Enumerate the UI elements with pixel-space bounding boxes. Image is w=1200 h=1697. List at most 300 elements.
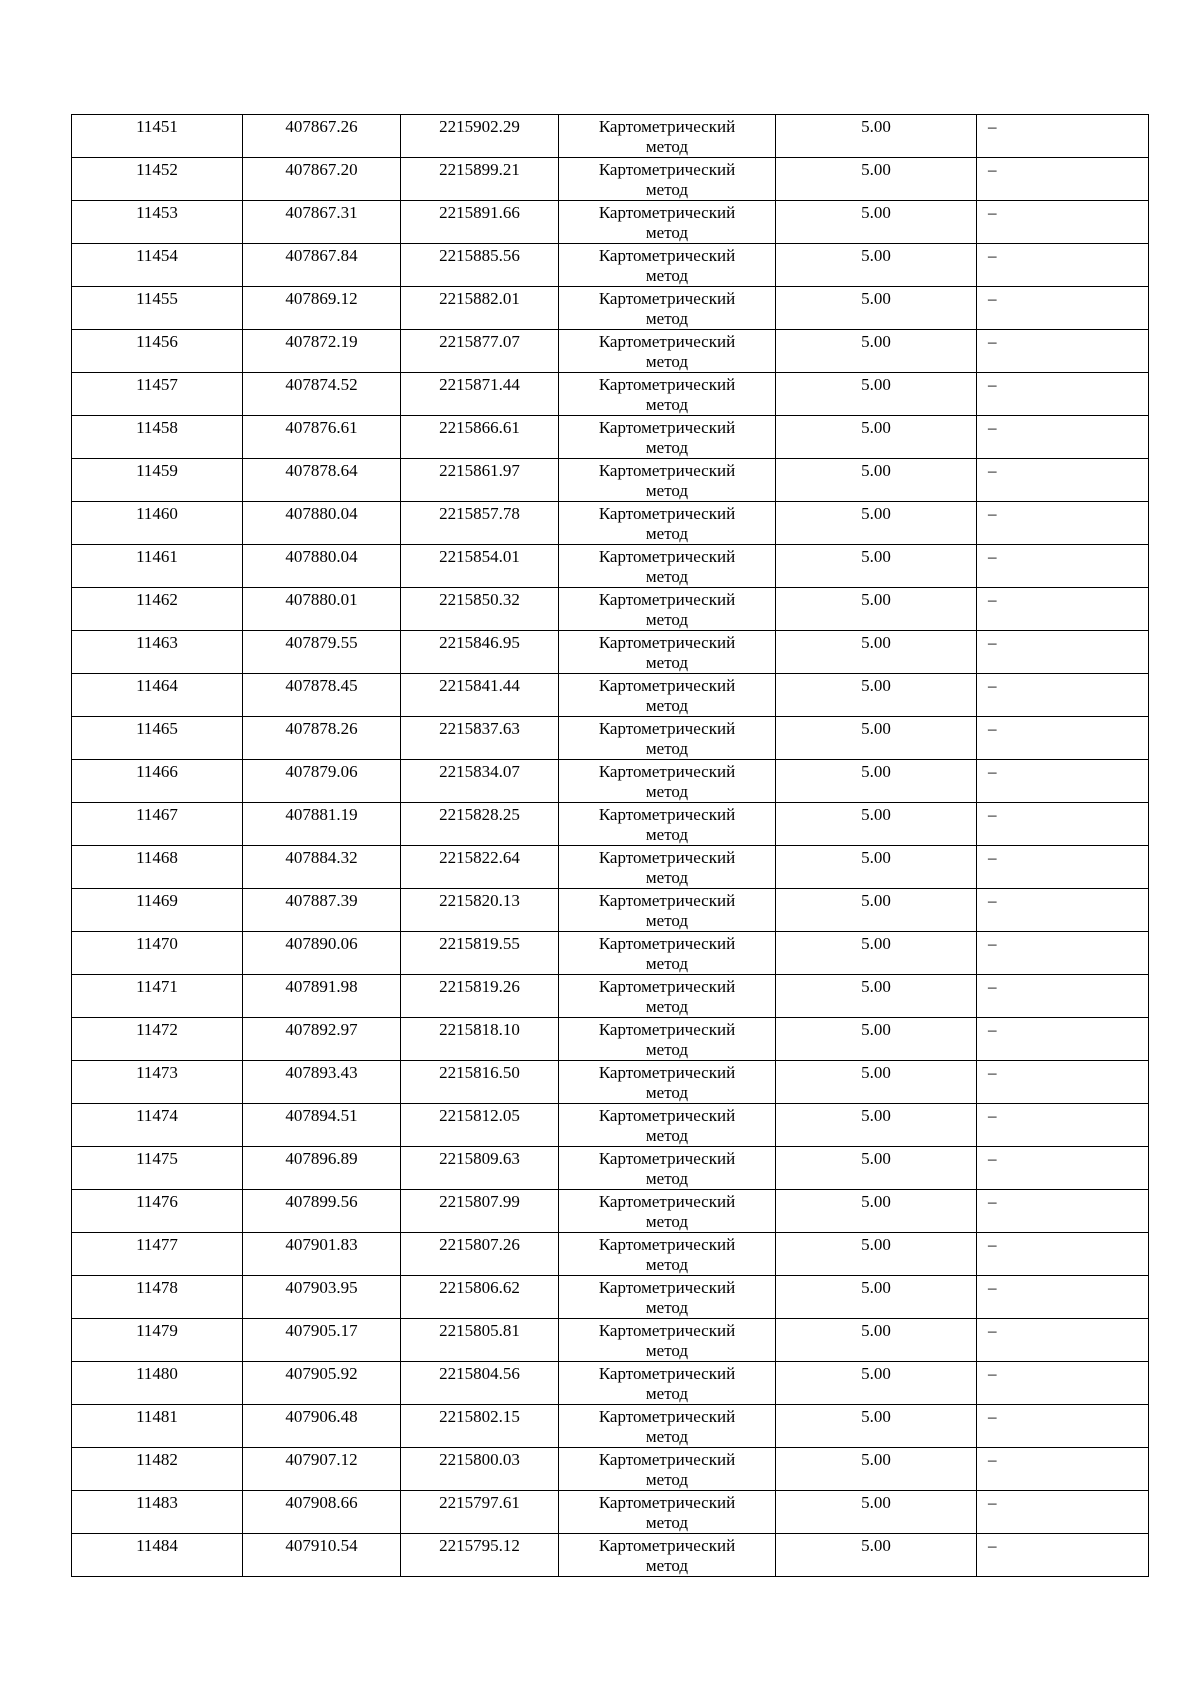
accuracy-cell: 5.00: [776, 760, 977, 803]
point-number-cell: 11471: [72, 975, 243, 1018]
table-row: [72, 1147, 1149, 1190]
method-cell: [559, 932, 776, 975]
x-coordinate-cell: 407905.92: [243, 1362, 401, 1405]
x-coordinate-cell: 407878.64: [243, 459, 401, 502]
accuracy-cell: 5.00: [776, 201, 977, 244]
point-number-cell: 11474: [72, 1104, 243, 1147]
point-number-cell: 11481: [72, 1405, 243, 1448]
point-number-cell: 11462: [72, 588, 243, 631]
x-coordinate-cell: 407879.55: [243, 631, 401, 674]
table-row: [72, 244, 1149, 287]
accuracy-cell: 5.00: [776, 115, 977, 158]
table-row: [72, 373, 1149, 416]
method-text-line-1: Картометрический: [598, 1321, 736, 1340]
point-number-cell: 11475: [72, 1147, 243, 1190]
point-number-cell: 11460: [72, 502, 243, 545]
table-row: [72, 416, 1149, 459]
method-text-line-2: метод: [645, 868, 689, 887]
x-coordinate-cell: 407906.48: [243, 1405, 401, 1448]
method-cell: [559, 459, 776, 502]
method-text-line-2: метод: [645, 1255, 689, 1274]
x-coordinate-cell: 407905.17: [243, 1319, 401, 1362]
method-cell: [559, 717, 776, 760]
x-coordinate-cell: 407896.89: [243, 1147, 401, 1190]
method-cell: [559, 1491, 776, 1534]
method-cell: [559, 1104, 776, 1147]
y-coordinate-cell: 2215802.15: [401, 1405, 559, 1448]
accuracy-cell: 5.00: [776, 1319, 977, 1362]
table-row: [72, 846, 1149, 889]
y-coordinate-cell: 2215807.26: [401, 1233, 559, 1276]
table-row: [72, 502, 1149, 545]
point-number-cell: 11456: [72, 330, 243, 373]
y-coordinate-cell: 2215861.97: [401, 459, 559, 502]
accuracy-cell: 5.00: [776, 1018, 977, 1061]
accuracy-cell: 5.00: [776, 1362, 977, 1405]
method-text-line-1: Картометрический: [598, 590, 736, 609]
method-text-line-1: Картометрический: [598, 1493, 736, 1512]
method-cell: [559, 674, 776, 717]
accuracy-cell: 5.00: [776, 803, 977, 846]
point-number-cell: 11468: [72, 846, 243, 889]
accuracy-cell: 5.00: [776, 1061, 977, 1104]
point-number-cell: 11476: [72, 1190, 243, 1233]
note-cell: –: [977, 975, 1149, 1018]
note-cell: –: [977, 1534, 1149, 1577]
accuracy-cell: 5.00: [776, 889, 977, 932]
coordinates-table-body: [72, 115, 1149, 1577]
table-row: [72, 1534, 1149, 1577]
x-coordinate-cell: 407872.19: [243, 330, 401, 373]
method-text-line-1: Картометрический: [598, 332, 736, 351]
accuracy-cell: 5.00: [776, 1104, 977, 1147]
method-cell: [559, 803, 776, 846]
note-cell: –: [977, 932, 1149, 975]
method-cell: [559, 760, 776, 803]
x-coordinate-cell: 407880.01: [243, 588, 401, 631]
accuracy-cell: 5.00: [776, 1147, 977, 1190]
y-coordinate-cell: 2215809.63: [401, 1147, 559, 1190]
y-coordinate-cell: 2215834.07: [401, 760, 559, 803]
table-row: [72, 1233, 1149, 1276]
point-number-cell: 11466: [72, 760, 243, 803]
y-coordinate-cell: 2215885.56: [401, 244, 559, 287]
method-text-line-2: метод: [645, 1040, 689, 1059]
method-text-line-2: метод: [645, 825, 689, 844]
point-number-cell: 11459: [72, 459, 243, 502]
accuracy-cell: 5.00: [776, 674, 977, 717]
y-coordinate-cell: 2215819.26: [401, 975, 559, 1018]
table-row: [72, 158, 1149, 201]
accuracy-cell: 5.00: [776, 932, 977, 975]
point-number-cell: 11479: [72, 1319, 243, 1362]
accuracy-cell: 5.00: [776, 1190, 977, 1233]
point-number-cell: 11455: [72, 287, 243, 330]
point-number-cell: 11457: [72, 373, 243, 416]
method-cell: [559, 1319, 776, 1362]
coordinates-table: [71, 114, 1149, 1577]
method-cell: [559, 1448, 776, 1491]
x-coordinate-cell: 407879.06: [243, 760, 401, 803]
note-cell: –: [977, 459, 1149, 502]
table-row: [72, 889, 1149, 932]
method-cell: [559, 373, 776, 416]
method-text-line-1: Картометрический: [598, 633, 736, 652]
note-cell: –: [977, 373, 1149, 416]
table-row: [72, 201, 1149, 244]
table-row: [72, 1491, 1149, 1534]
table-row: [72, 674, 1149, 717]
point-number-cell: 11482: [72, 1448, 243, 1491]
accuracy-cell: 5.00: [776, 158, 977, 201]
method-text-line-2: метод: [645, 653, 689, 672]
method-cell: [559, 1534, 776, 1577]
method-text-line-1: Картометрический: [598, 203, 736, 222]
note-cell: –: [977, 1018, 1149, 1061]
x-coordinate-cell: 407869.12: [243, 287, 401, 330]
x-coordinate-cell: 407899.56: [243, 1190, 401, 1233]
point-number-cell: 11483: [72, 1491, 243, 1534]
table-row: [72, 1319, 1149, 1362]
point-number-cell: 11461: [72, 545, 243, 588]
table-row: [72, 545, 1149, 588]
note-cell: –: [977, 115, 1149, 158]
method-text-line-2: метод: [645, 1169, 689, 1188]
x-coordinate-cell: 407908.66: [243, 1491, 401, 1534]
x-coordinate-cell: 407878.45: [243, 674, 401, 717]
point-number-cell: 11469: [72, 889, 243, 932]
method-cell: [559, 244, 776, 287]
x-coordinate-cell: 407881.19: [243, 803, 401, 846]
method-cell: [559, 1190, 776, 1233]
x-coordinate-cell: 407880.04: [243, 502, 401, 545]
x-coordinate-cell: 407884.32: [243, 846, 401, 889]
y-coordinate-cell: 2215854.01: [401, 545, 559, 588]
note-cell: –: [977, 803, 1149, 846]
note-cell: –: [977, 631, 1149, 674]
note-cell: –: [977, 1448, 1149, 1491]
accuracy-cell: 5.00: [776, 1276, 977, 1319]
x-coordinate-cell: 407880.04: [243, 545, 401, 588]
note-cell: –: [977, 330, 1149, 373]
y-coordinate-cell: 2215818.10: [401, 1018, 559, 1061]
method-cell: [559, 416, 776, 459]
note-cell: –: [977, 1362, 1149, 1405]
y-coordinate-cell: 2215819.55: [401, 932, 559, 975]
point-number-cell: 11463: [72, 631, 243, 674]
method-text-line-2: метод: [645, 438, 689, 457]
method-cell: [559, 588, 776, 631]
point-number-cell: 11480: [72, 1362, 243, 1405]
note-cell: –: [977, 674, 1149, 717]
note-cell: –: [977, 1147, 1149, 1190]
point-number-cell: 11464: [72, 674, 243, 717]
point-number-cell: 11472: [72, 1018, 243, 1061]
point-number-cell: 11454: [72, 244, 243, 287]
note-cell: –: [977, 1104, 1149, 1147]
y-coordinate-cell: 2215795.12: [401, 1534, 559, 1577]
note-cell: –: [977, 889, 1149, 932]
note-cell: –: [977, 760, 1149, 803]
method-cell: [559, 1061, 776, 1104]
note-cell: –: [977, 1190, 1149, 1233]
method-text-line-1: Картометрический: [598, 461, 736, 480]
accuracy-cell: 5.00: [776, 502, 977, 545]
note-cell: –: [977, 201, 1149, 244]
x-coordinate-cell: 407891.98: [243, 975, 401, 1018]
method-text-line-1: Картометрический: [598, 1149, 736, 1168]
method-text-line-2: метод: [645, 352, 689, 371]
note-cell: –: [977, 1061, 1149, 1104]
x-coordinate-cell: 407878.26: [243, 717, 401, 760]
method-text-line-2: метод: [645, 997, 689, 1016]
y-coordinate-cell: 2215877.07: [401, 330, 559, 373]
y-coordinate-cell: 2215899.21: [401, 158, 559, 201]
point-number-cell: 11465: [72, 717, 243, 760]
y-coordinate-cell: 2215902.29: [401, 115, 559, 158]
method-text-line-1: Картометрический: [598, 762, 736, 781]
x-coordinate-cell: 407892.97: [243, 1018, 401, 1061]
y-coordinate-cell: 2215806.62: [401, 1276, 559, 1319]
y-coordinate-cell: 2215871.44: [401, 373, 559, 416]
x-coordinate-cell: 407890.06: [243, 932, 401, 975]
method-text-line-1: Картометрический: [598, 246, 736, 265]
method-cell: [559, 330, 776, 373]
y-coordinate-cell: 2215882.01: [401, 287, 559, 330]
method-text-line-1: Картометрический: [598, 1235, 736, 1254]
table-row: [72, 1448, 1149, 1491]
x-coordinate-cell: 407876.61: [243, 416, 401, 459]
accuracy-cell: 5.00: [776, 459, 977, 502]
method-text-line-2: метод: [645, 137, 689, 156]
method-text-line-2: метод: [645, 911, 689, 930]
method-cell: [559, 1405, 776, 1448]
method-cell: [559, 502, 776, 545]
method-text-line-2: метод: [645, 1126, 689, 1145]
method-cell: [559, 1147, 776, 1190]
x-coordinate-cell: 407874.52: [243, 373, 401, 416]
method-text-line-2: метод: [645, 1298, 689, 1317]
accuracy-cell: 5.00: [776, 330, 977, 373]
method-cell: [559, 287, 776, 330]
note-cell: –: [977, 244, 1149, 287]
table-row: [72, 115, 1149, 158]
y-coordinate-cell: 2215846.95: [401, 631, 559, 674]
note-cell: –: [977, 1233, 1149, 1276]
y-coordinate-cell: 2215891.66: [401, 201, 559, 244]
table-row: [72, 588, 1149, 631]
method-cell: [559, 158, 776, 201]
method-text-line-2: метод: [645, 481, 689, 500]
point-number-cell: 11453: [72, 201, 243, 244]
note-cell: –: [977, 588, 1149, 631]
method-text-line-2: метод: [645, 696, 689, 715]
note-cell: –: [977, 717, 1149, 760]
method-text-line-1: Картометрический: [598, 1020, 736, 1039]
method-cell: [559, 975, 776, 1018]
x-coordinate-cell: 407910.54: [243, 1534, 401, 1577]
note-cell: –: [977, 287, 1149, 330]
y-coordinate-cell: 2215800.03: [401, 1448, 559, 1491]
table-row: [72, 1405, 1149, 1448]
method-text-line-2: метод: [645, 739, 689, 758]
method-text-line-2: метод: [645, 266, 689, 285]
method-text-line-2: метод: [645, 1212, 689, 1231]
method-cell: [559, 846, 776, 889]
method-text-line-1: Картометрический: [598, 934, 736, 953]
point-number-cell: 11477: [72, 1233, 243, 1276]
accuracy-cell: 5.00: [776, 588, 977, 631]
method-text-line-2: метод: [645, 1384, 689, 1403]
point-number-cell: 11467: [72, 803, 243, 846]
y-coordinate-cell: 2215857.78: [401, 502, 559, 545]
table-row: [72, 760, 1149, 803]
method-cell: [559, 545, 776, 588]
method-text-line-1: Картометрический: [598, 418, 736, 437]
note-cell: –: [977, 502, 1149, 545]
x-coordinate-cell: 407867.31: [243, 201, 401, 244]
table-row: [72, 330, 1149, 373]
point-number-cell: 11458: [72, 416, 243, 459]
x-coordinate-cell: 407887.39: [243, 889, 401, 932]
method-text-line-2: метод: [645, 1083, 689, 1102]
point-number-cell: 11478: [72, 1276, 243, 1319]
method-text-line-2: метод: [645, 954, 689, 973]
accuracy-cell: 5.00: [776, 717, 977, 760]
method-text-line-1: Картометрический: [598, 1106, 736, 1125]
accuracy-cell: 5.00: [776, 846, 977, 889]
method-text-line-2: метод: [645, 1513, 689, 1532]
y-coordinate-cell: 2215837.63: [401, 717, 559, 760]
y-coordinate-cell: 2215822.64: [401, 846, 559, 889]
table-row: [72, 1018, 1149, 1061]
table-row: [72, 1276, 1149, 1319]
method-text-line-1: Картометрический: [598, 1450, 736, 1469]
accuracy-cell: 5.00: [776, 1448, 977, 1491]
accuracy-cell: 5.00: [776, 545, 977, 588]
table-row: [72, 1190, 1149, 1233]
method-text-line-1: Картометрический: [598, 1278, 736, 1297]
method-cell: [559, 1362, 776, 1405]
table-row: [72, 1362, 1149, 1405]
method-text-line-1: Картометрический: [598, 676, 736, 695]
method-cell: [559, 115, 776, 158]
point-number-cell: 11451: [72, 115, 243, 158]
method-text-line-1: Картометрический: [598, 1407, 736, 1426]
method-text-line-2: метод: [645, 524, 689, 543]
x-coordinate-cell: 407894.51: [243, 1104, 401, 1147]
x-coordinate-cell: 407901.83: [243, 1233, 401, 1276]
table-row: [72, 803, 1149, 846]
table-row: [72, 631, 1149, 674]
accuracy-cell: 5.00: [776, 416, 977, 459]
method-cell: [559, 889, 776, 932]
accuracy-cell: 5.00: [776, 287, 977, 330]
table-row: [72, 975, 1149, 1018]
method-text-line-1: Картометрический: [598, 1063, 736, 1082]
accuracy-cell: 5.00: [776, 244, 977, 287]
method-text-line-1: Картометрический: [598, 160, 736, 179]
x-coordinate-cell: 407907.12: [243, 1448, 401, 1491]
table-row: [72, 459, 1149, 502]
accuracy-cell: 5.00: [776, 631, 977, 674]
accuracy-cell: 5.00: [776, 975, 977, 1018]
method-text-line-1: Картометрический: [598, 1364, 736, 1383]
method-text-line-1: Картометрический: [598, 1192, 736, 1211]
table-row: [72, 932, 1149, 975]
method-text-line-2: метод: [645, 567, 689, 586]
x-coordinate-cell: 407867.20: [243, 158, 401, 201]
method-text-line-1: Картометрический: [598, 1536, 736, 1555]
method-cell: [559, 201, 776, 244]
table-row: [72, 1061, 1149, 1104]
method-text-line-2: метод: [645, 309, 689, 328]
method-text-line-1: Картометрический: [598, 504, 736, 523]
point-number-cell: 11473: [72, 1061, 243, 1104]
method-text-line-2: метод: [645, 1470, 689, 1489]
method-cell: [559, 1276, 776, 1319]
method-text-line-2: метод: [645, 180, 689, 199]
method-cell: [559, 631, 776, 674]
y-coordinate-cell: 2215850.32: [401, 588, 559, 631]
method-text-line-2: метод: [645, 782, 689, 801]
note-cell: –: [977, 1491, 1149, 1534]
x-coordinate-cell: 407867.84: [243, 244, 401, 287]
y-coordinate-cell: 2215805.81: [401, 1319, 559, 1362]
y-coordinate-cell: 2215816.50: [401, 1061, 559, 1104]
point-number-cell: 11470: [72, 932, 243, 975]
method-text-line-1: Картометрический: [598, 977, 736, 996]
x-coordinate-cell: 407867.26: [243, 115, 401, 158]
method-text-line-2: метод: [645, 1341, 689, 1360]
accuracy-cell: 5.00: [776, 1405, 977, 1448]
method-text-line-1: Картометрический: [598, 375, 736, 394]
note-cell: –: [977, 416, 1149, 459]
point-number-cell: 11452: [72, 158, 243, 201]
point-number-cell: 11484: [72, 1534, 243, 1577]
accuracy-cell: 5.00: [776, 1233, 977, 1276]
y-coordinate-cell: 2215841.44: [401, 674, 559, 717]
x-coordinate-cell: 407893.43: [243, 1061, 401, 1104]
method-text-line-2: метод: [645, 1556, 689, 1575]
method-text-line-2: метод: [645, 223, 689, 242]
note-cell: –: [977, 545, 1149, 588]
accuracy-cell: 5.00: [776, 1491, 977, 1534]
y-coordinate-cell: 2215812.05: [401, 1104, 559, 1147]
y-coordinate-cell: 2215807.99: [401, 1190, 559, 1233]
table-row: [72, 287, 1149, 330]
method-cell: [559, 1233, 776, 1276]
table-row: [72, 717, 1149, 760]
method-text-line-1: Картометрический: [598, 805, 736, 824]
method-text-line-1: Картометрический: [598, 289, 736, 308]
accuracy-cell: 5.00: [776, 1534, 977, 1577]
note-cell: –: [977, 1319, 1149, 1362]
y-coordinate-cell: 2215828.25: [401, 803, 559, 846]
y-coordinate-cell: 2215866.61: [401, 416, 559, 459]
note-cell: –: [977, 1276, 1149, 1319]
y-coordinate-cell: 2215804.56: [401, 1362, 559, 1405]
y-coordinate-cell: 2215820.13: [401, 889, 559, 932]
method-text-line-1: Картометрический: [598, 117, 736, 136]
method-text-line-2: метод: [645, 1427, 689, 1446]
x-coordinate-cell: 407903.95: [243, 1276, 401, 1319]
accuracy-cell: 5.00: [776, 373, 977, 416]
method-text-line-1: Картометрический: [598, 719, 736, 738]
method-text-line-1: Картометрический: [598, 891, 736, 910]
note-cell: –: [977, 846, 1149, 889]
method-text-line-2: метод: [645, 395, 689, 414]
